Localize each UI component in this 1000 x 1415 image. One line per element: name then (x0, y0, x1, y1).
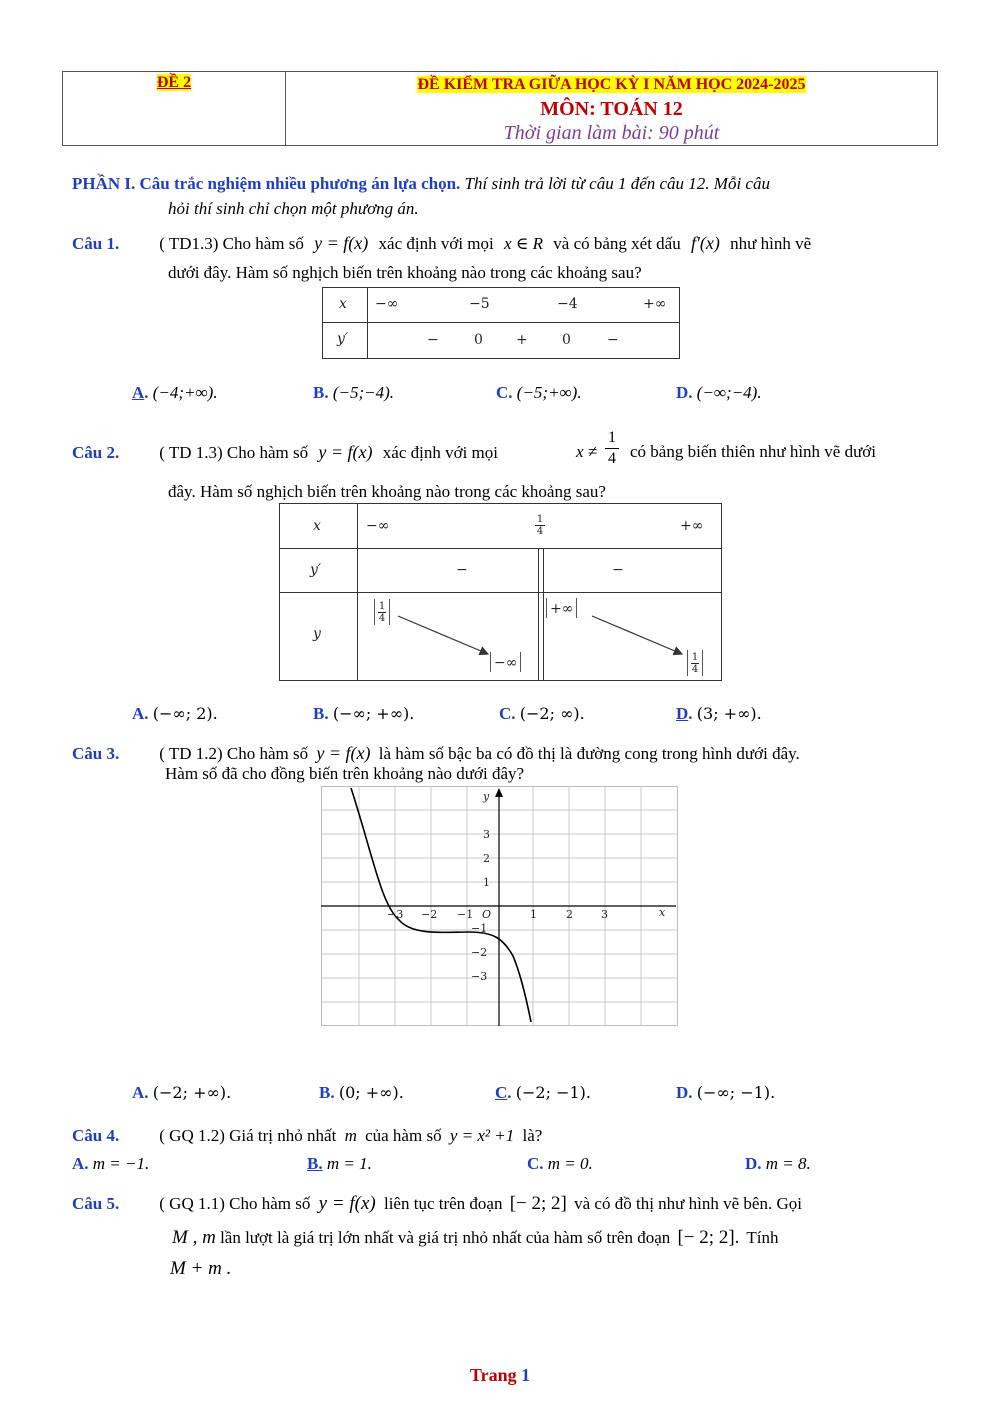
q2-y-right-bottom-num: 1 (691, 652, 699, 663)
exam-code-cell (63, 72, 286, 146)
q5-mm: M , m (172, 1227, 216, 1248)
option-letter: C (499, 704, 512, 723)
q4-var-m: m (344, 1126, 357, 1145)
q1-row-yp-label: y′ (337, 331, 349, 347)
option-letter: D (676, 1083, 689, 1102)
q4-text-a: ( GQ 1.2) Giá trị nhỏ nhất (159, 1126, 337, 1145)
q4-line1 (72, 1126, 542, 1146)
q2-func: y = f(x) (318, 442, 373, 462)
q3-line2: Hàm số đã cho đồng biến trên khoảng nào dưới đây? (165, 764, 525, 783)
q2-x-mid-num: 1 (536, 514, 544, 525)
q2-variation-table (279, 503, 722, 681)
option-letter: A (132, 383, 145, 402)
option-text: (−2; −1). (515, 1083, 591, 1102)
q3-option-c[interactable]: C. (−2; −1). (495, 1083, 591, 1102)
q1-sign: − (427, 332, 439, 348)
q5-text-b: liên tục trên đoạn (383, 1194, 503, 1213)
option-text: (−∞; +∞). (332, 704, 415, 723)
q1-func: y = f(x) (314, 233, 369, 253)
q1-text-b: xác định với mọi (378, 234, 494, 253)
q5-line2 (172, 1227, 778, 1249)
q3-y-tick: 2 (483, 852, 490, 865)
option-letter: D (676, 383, 689, 402)
q2-sign-right: − (612, 562, 624, 578)
part1-instructions-2: hỏi thí sinh chỉ chọn một phương án. (168, 199, 419, 218)
q2-y-left-bottom: −∞ (494, 655, 518, 671)
option-text: (−∞; 2). (152, 704, 218, 723)
q3-x-tick: 3 (601, 908, 608, 921)
q2-arrow-right (592, 616, 682, 654)
q2-cond-num: 1 (608, 429, 616, 446)
q2-text-b: xác định với mọi (382, 443, 499, 462)
q1-sign: 0 (562, 332, 571, 348)
option-text: (−2; +∞). (152, 1083, 232, 1102)
part1-heading (72, 174, 770, 194)
exam-subject: MÔN: TOÁN 12 (540, 98, 683, 120)
q3-label: Câu 3. (72, 744, 120, 763)
q3-text-b: là hàm số bậc ba có đồ thị là đường cong trong hình dưới đây. (378, 744, 800, 763)
option-letter: B (313, 383, 325, 402)
q5-label: Câu 5. (72, 1194, 120, 1213)
q2-sign-left: − (456, 562, 468, 578)
q2-x-right: +∞ (680, 518, 704, 534)
q5-interval: [− 2; 2] (509, 1193, 567, 1214)
option-text: (3; +∞). (696, 704, 762, 723)
q1-deriv: f′(x) (690, 233, 720, 253)
q3-x-label: x (659, 906, 666, 919)
q1-row-x-label: x (339, 296, 347, 312)
option-text: (−5;−4). (332, 383, 395, 402)
exam-code: ĐỀ 2 (156, 74, 192, 91)
q3-x-tick: −2 (421, 908, 438, 921)
q3-line1 (72, 743, 800, 764)
q2-label: Câu 2. (72, 443, 120, 462)
exam-time: Thời gian làm bài: 90 phút (503, 122, 720, 144)
q4-option-d[interactable] (745, 1154, 811, 1174)
q2-arrow-left (398, 616, 488, 654)
q1-x-val: −∞ (375, 296, 399, 312)
q2-line1 (72, 442, 498, 463)
q3-option-b[interactable]: B. (0; +∞). (319, 1083, 404, 1102)
option-text: (0; +∞). (338, 1083, 404, 1102)
q4-label: Câu 4. (72, 1126, 120, 1145)
q1-text-d: như hình vẽ (730, 234, 812, 253)
q5-line1 (72, 1193, 802, 1215)
q5-text-a: ( GQ 1.1) Cho hàm số (159, 1194, 311, 1213)
q1-line1 (72, 233, 811, 254)
q2-cond-lhs: x ≠ (576, 442, 598, 461)
q3-y-tick: −1 (471, 922, 488, 935)
q3-x-tick: −3 (387, 908, 404, 921)
q2-cond-den: 4 (605, 448, 619, 469)
page-footer (0, 1365, 1000, 1386)
q2-text-c: có bảng biến thiên như hình vẽ dưới (630, 442, 877, 461)
header-table (62, 71, 938, 146)
option-text: (−∞;−4). (696, 383, 762, 402)
option-text: m = −1. (92, 1154, 150, 1173)
q3-x-tick: 2 (566, 908, 573, 921)
exam-title-cell (286, 72, 938, 146)
q1-sign: 0 (474, 332, 483, 348)
q4-option-b[interactable] (307, 1154, 372, 1174)
option-letter: C. (527, 1154, 544, 1173)
q3-graph (321, 786, 678, 1026)
option-letter: B. (307, 1154, 323, 1173)
q5-interval-2: [− 2; 2]. (677, 1227, 740, 1248)
q2-line2: đây. Hàm số nghịch biến trên khoảng nào trong các khoảng sau? (168, 482, 606, 501)
option-letter: A (132, 704, 145, 723)
q5-text-c: và có đồ thị như hình vẽ bên. Gọi (574, 1194, 802, 1213)
q5-line3: M + m . (170, 1258, 232, 1279)
q3-x-tick: 1 (530, 908, 537, 921)
q3-y-tick: −3 (471, 970, 488, 983)
q3-y-label: y (483, 790, 490, 803)
q4-option-a[interactable] (72, 1154, 149, 1174)
option-text: (−∞; −1). (696, 1083, 776, 1102)
option-text: m = 8. (765, 1154, 811, 1173)
q2-option-b[interactable]: B. (−∞; +∞). (313, 704, 415, 723)
q2-arrows (280, 504, 721, 680)
part1-instructions-1: Thí sinh trả lời từ câu 1 đến câu 12. Mỗi câu (464, 174, 770, 193)
q1-option-d[interactable]: D. (−∞;−4). (676, 383, 762, 402)
q2-x-left: −∞ (366, 518, 390, 534)
q1-sign-table (322, 287, 680, 359)
q3-option-d[interactable]: D. (−∞; −1). (676, 1083, 776, 1102)
option-letter: D. (745, 1154, 762, 1173)
option-text: (−2; ∞). (519, 704, 585, 723)
q3-y-tick: 3 (483, 828, 490, 841)
q5-text-d: lần lượt là giá trị lớn nhất và giá trị nhỏ nhất của hàm số trên đoạn (220, 1228, 671, 1247)
q1-x-val: +∞ (643, 296, 667, 312)
q1-cond: x ∈ R (504, 234, 544, 253)
q1-sign: + (516, 332, 528, 348)
option-letter: B (313, 704, 325, 723)
q4-option-c[interactable] (527, 1154, 593, 1174)
q1-x-val: −5 (469, 296, 490, 312)
q4-func: y = x² +1 (449, 1126, 515, 1145)
option-text: (−5;+∞). (516, 383, 582, 402)
q1-line2: dưới đây. Hàm số nghịch biến trên khoảng nào trong các khoảng sau? (168, 263, 642, 282)
q2-option-a[interactable]: A. (−∞; 2). (132, 704, 218, 723)
q2-cond (576, 442, 597, 462)
q2-text-a: ( TD 1.3) Cho hàm số (159, 443, 309, 462)
option-letter: A. (72, 1154, 89, 1173)
q1-option-b[interactable]: B. (−5;−4). (313, 383, 395, 402)
q2-y-left-top-den: 4 (378, 613, 386, 624)
q1-option-a[interactable]: A. (−4;+∞). (132, 383, 218, 402)
q2-option-d[interactable]: D. (3; +∞). (676, 704, 762, 723)
part1-label: PHẦN I. Câu trắc nghiệm nhiều phương án lựa chọn. (72, 174, 461, 193)
q3-y-tick: −2 (471, 946, 488, 959)
q2-y-right-bottom-den: 4 (691, 664, 699, 675)
q2-cond-fraction (605, 428, 619, 469)
option-text: (−4;+∞). (152, 383, 218, 402)
q2-row-x-label: x (313, 518, 321, 534)
option-letter: C (495, 1083, 508, 1102)
q2-y-left-top-num: 1 (378, 601, 386, 612)
q1-sign: − (607, 332, 619, 348)
q1-text-c: và có bảng xét dấu (553, 234, 681, 253)
q3-x-tick: −1 (457, 908, 474, 921)
q4-text-b: của hàm số (365, 1126, 442, 1145)
q3-origin-label: O (482, 908, 492, 921)
q3-func: y = f(x) (316, 743, 371, 763)
q2-y-right-top: +∞ (550, 601, 574, 617)
q2-row-y-label: y (313, 626, 321, 642)
q1-label: Câu 1. (72, 234, 120, 253)
q2-option-c[interactable]: C. (−2; ∞). (499, 704, 585, 723)
q3-text-a: ( TD 1.2) Cho hàm số (159, 744, 309, 763)
q5-func: y = f(x) (318, 1193, 376, 1214)
q4-text-c: là? (522, 1126, 543, 1145)
footer-label: Trang (469, 1365, 517, 1385)
q3-option-a[interactable]: A. (−2; +∞). (132, 1083, 232, 1102)
q1-text-a: ( TD1.3) Cho hàm số (159, 234, 304, 253)
footer-page-number: 1 (521, 1365, 531, 1385)
q1-option-c[interactable]: C. (−5;+∞). (496, 383, 582, 402)
q2-x-mid-den: 4 (536, 526, 544, 537)
option-text: m = 1. (326, 1154, 372, 1173)
exam-title: ĐỀ KIỂM TRA GIỮA HỌC KỲ I NĂM HỌC 2024-2025 (417, 76, 806, 93)
q5-text-e: Tính (746, 1228, 779, 1247)
q1-x-val: −4 (557, 296, 578, 312)
option-letter: A (132, 1083, 145, 1102)
q3-y-tick: 1 (483, 876, 490, 889)
option-letter: C (496, 383, 509, 402)
q2-row-yp-label: y′ (310, 562, 322, 578)
option-letter: D (676, 704, 689, 723)
option-text: m = 0. (547, 1154, 593, 1173)
option-letter: B (319, 1083, 331, 1102)
